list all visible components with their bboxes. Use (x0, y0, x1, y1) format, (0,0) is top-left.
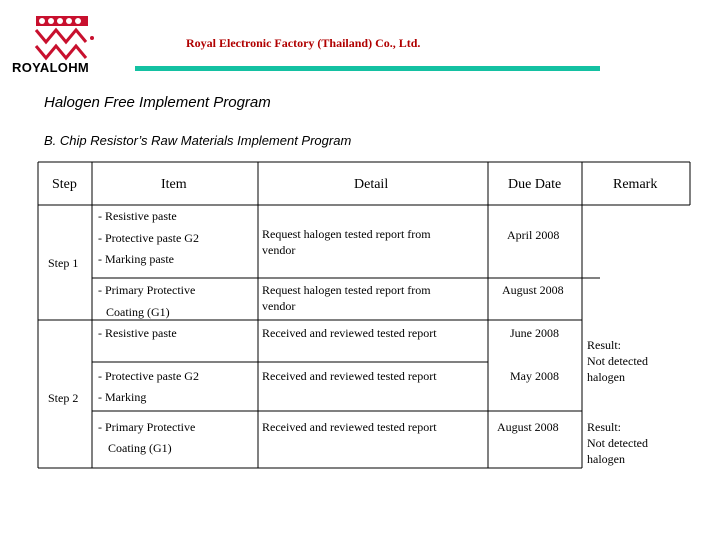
column-header-remark: Remark (613, 177, 658, 192)
item-text: - Protective paste G2 (98, 369, 199, 383)
column-header-item: Item (161, 177, 187, 192)
due-date: August 2008 (497, 420, 559, 434)
item-text: Coating (G1) (108, 441, 172, 455)
remark-text: halogen (587, 370, 625, 384)
due-date: May 2008 (510, 369, 559, 383)
item-text: - Primary Protective (98, 283, 196, 297)
detail-text: Request halogen tested report from (262, 283, 431, 297)
column-header-step: Step (52, 177, 77, 192)
logo-text: ROYALOHM (12, 60, 90, 75)
item-text: Coating (G1) (106, 305, 170, 319)
detail-text: Request halogen tested report from (262, 227, 431, 241)
remark-text: Not detected (587, 436, 648, 450)
item-text: - Resistive paste (98, 326, 177, 340)
due-date: April 2008 (507, 228, 560, 242)
step-label: Step 2 (48, 391, 79, 405)
step-label: Step 1 (48, 256, 79, 270)
item-text: - Protective paste G2 (98, 231, 199, 245)
item-text: - Marking (98, 390, 147, 404)
detail-text: Received and reviewed tested report (262, 420, 437, 434)
column-header-detail: Detail (354, 177, 389, 192)
due-date: August 2008 (502, 283, 564, 297)
item-text: - Primary Protective (98, 420, 196, 434)
item-text: - Resistive paste (98, 209, 177, 223)
detail-text: Received and reviewed tested report (262, 369, 437, 383)
remark-text: halogen (587, 452, 625, 466)
remark-text: Not detected (587, 354, 648, 368)
due-date: June 2008 (510, 326, 559, 340)
detail-text: vendor (262, 299, 296, 313)
detail-text: Received and reviewed tested report (262, 326, 437, 340)
item-text: - Marking paste (98, 252, 174, 266)
remark-text: Result: (587, 420, 622, 434)
program-title: Halogen Free Implement Program (44, 94, 271, 111)
company-name: Royal Electronic Factory (Thailand) Co., Ltd. (186, 36, 421, 50)
detail-text: vendor (262, 243, 296, 257)
remark-text: Result: (587, 338, 622, 352)
column-header-due-date: Due Date (508, 177, 562, 192)
section-title: B. Chip Resistor’s Raw Materials Implement Program (44, 133, 352, 148)
